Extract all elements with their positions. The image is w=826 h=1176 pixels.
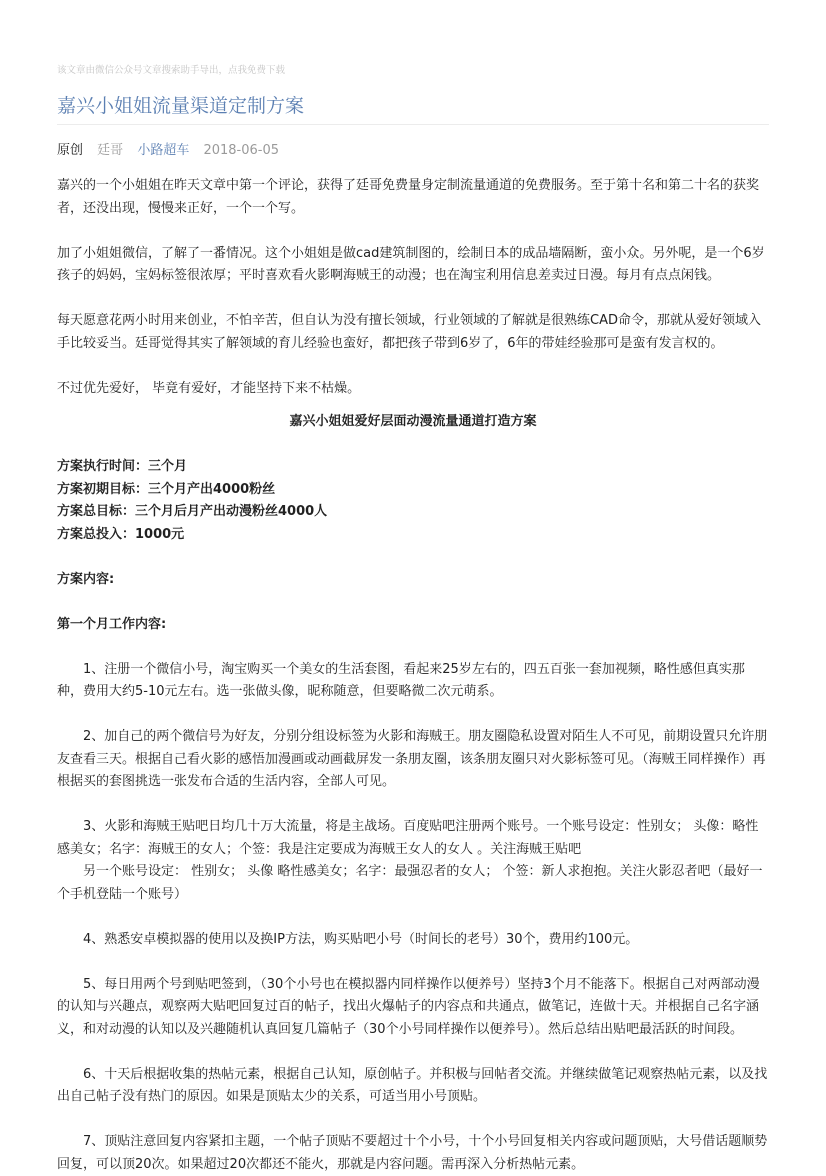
step-paragraph: 另一个账号设定： 性别女； 头像 略性感美女；名字：最强忍者的女人； 个签：新人求抱抱。关注火影忍者吧（最好一个手机登陆一个账号） xyxy=(57,864,763,902)
article-meta xyxy=(57,139,289,158)
author-name: 廷哥 xyxy=(97,143,124,158)
account-link[interactable]: 小路超车 xyxy=(137,143,190,158)
step-paragraph: 7、顶贴注意回复内容紧扣主题，一个帖子顶贴不要超过十个小号，十个小号回复相关内容或问题顶贴，大号借话题顺势回复，可以顶20次。如果超过20次都还不能火，那就是内容问题。需再深入分析热帖元素。 xyxy=(57,1134,768,1172)
publish-date: 2018-06-05 xyxy=(203,143,280,158)
section-label: 第一个月工作内容: xyxy=(57,616,167,632)
plan-fact: 方案总目标：三个月后月产出动漫粉丝4000人 xyxy=(57,504,328,519)
plan-fact: 方案执行时间：三个月 xyxy=(57,459,188,474)
step-paragraph: 2、加自己的两个微信号为好友，分别分组设标签为火影和海贼王。朋友圈隐私设置对陌生人不可见，前期设置只允许朋友查看三天。根据自己看火影的感悟加漫画或动画截屏发一条朋友圈，该条朋友圈只对火影标签可见。（海贼王同样操作）再根据买的套图挑选一张发布合适的生活内容，全部人可见。 xyxy=(57,729,768,789)
step-paragraph: 1、注册一个微信小号，淘宝购买一个美女的生活套图，看起来25岁左右的，四五百张一套加视频，略性感但真实那种，费用大约5-10元左右。选一张做头像，昵称随意，但要略微二次元萌系。 xyxy=(57,661,745,699)
paragraph: 嘉兴的一个小姐姐在昨天文章中第一个评论，获得了廷哥免费量身定制流量通道的免费服务。至于第十名和第二十名的获奖者，还没出现，慢慢来正好，一个一个写。 xyxy=(57,178,760,216)
paragraph: 不过优先爱好， 毕竟有爱好，才能坚持下来不枯燥。 xyxy=(57,380,361,396)
plan-fact: 方案初期目标：三个月产出4000粉丝 xyxy=(57,481,276,497)
plan-heading: 嘉兴小姐姐爱好层面动漫流量通道打造方案 xyxy=(289,414,537,429)
article-body xyxy=(57,175,769,1176)
export-notice-link[interactable]: 该文章由微信公众号文章搜索助手导出，点我免费下载 xyxy=(57,65,286,76)
original-badge: 原创 xyxy=(57,143,84,158)
step-paragraph: 4、熟悉安卓模拟器的使用以及换IP方法，购买贴吧小号（时间长的老号）30个，费用约100元。 xyxy=(83,931,639,947)
paragraph: 加了小姐姐微信，了解了一番情况。这个小姐姐是做cad建筑制图的，绘制日本的成品墙隔断，蛮小众。另外呢，是一个6岁孩子的妈妈，宝妈标签很浓厚；平时喜欢看火影啊海贼王的动漫；也在淘宝利用信息差卖过日漫。每月有点点闲钱。 xyxy=(57,245,765,283)
step-paragraph: 6、十天后根据收集的热帖元素，根据自己认知，原创帖子。并积极与回帖者交流。并继续做笔记观察热帖元素，以及找出自己帖子没有热门的原因。如果是顶贴太少的关系，可适当用小号顶贴。 xyxy=(57,1066,768,1104)
step-paragraph: 5、每日用两个号到贴吧签到，（30个小号也在模拟器内同样操作以便养号）坚持3个月不能落下。根据自己对两部动漫的认知与兴趣点，观察两大贴吧回复过百的帖子，找出火爆帖子的内容点和共通点，做笔记，连做十天。并根据自己名字涵义，和对动漫的认知以及兴趣随机认真回复几篇帖子（30个小号同样操作以便养号）。然后总结出贴吧最活跃的时间段。 xyxy=(57,976,760,1037)
section-label: 方案内容: xyxy=(57,571,115,587)
paragraph: 每天愿意花两小时用来创业，不怕辛苦，但自认为没有擅长领域，行业领域的了解就是很熟练CAD命令，那就从爱好领域入手比较妥当。廷哥觉得其实了解领域的育儿经验也蛮好，都把孩子带到6岁了，6年的带娃经验那可是蛮有发言权的。 xyxy=(57,313,761,351)
step-paragraph: 3、火影和海贼王贴吧日均几十万大流量，将是主战场。百度贴吧注册两个账号。一个账号设定：性别女； 头像：略性感美女；名字：海贼王的女人；个签：我是注定要成为海贼王女人的女人 。关注海贼王贴吧 xyxy=(57,819,759,857)
title-divider xyxy=(57,124,769,125)
plan-fact: 方案总投入：1000元 xyxy=(57,526,185,542)
article-title: 嘉兴小姐姐流量渠道定制方案 xyxy=(57,95,305,117)
